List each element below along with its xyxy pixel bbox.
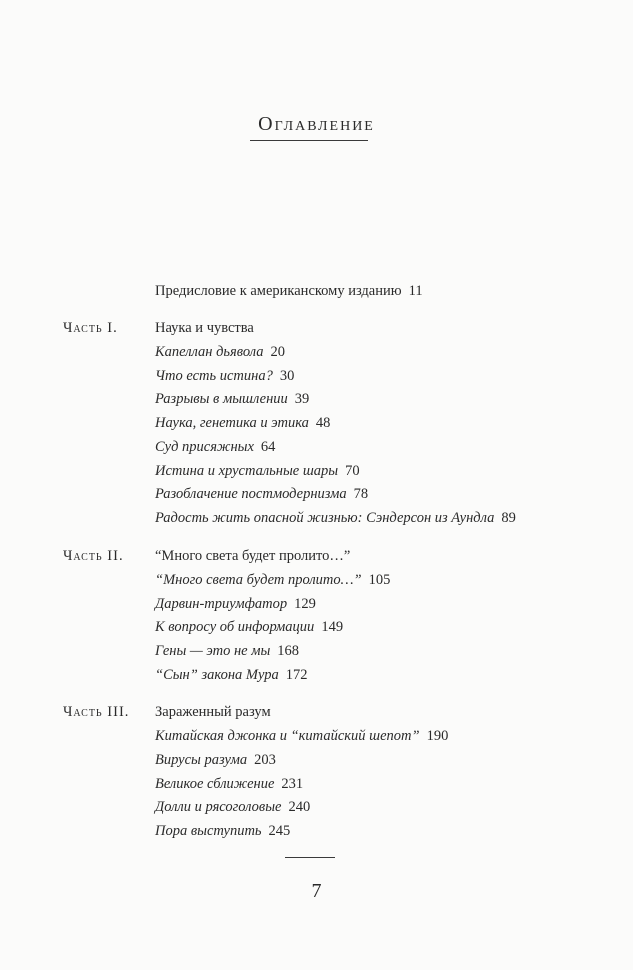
toc-chapter[interactable] <box>155 343 285 361</box>
toc-entry-page: 89 <box>501 510 516 526</box>
toc-entry-title: Пора выступить <box>155 823 262 839</box>
toc-entry-title: Вирусы разума <box>155 752 248 768</box>
toc-entry-page: 203 <box>254 752 276 768</box>
title-underline <box>250 140 368 141</box>
toc-entry-page: 39 <box>294 391 310 407</box>
page-title: Оглавление <box>258 113 375 135</box>
toc-entry-title: Что есть истина? <box>155 368 273 384</box>
toc-entry-title: Истина и хрустальные шары <box>155 463 339 479</box>
toc-entry-title: Разоблачение постмодернизма <box>155 486 347 502</box>
toc-entry-page: 78 <box>353 486 369 502</box>
toc-chapter[interactable] <box>155 462 360 480</box>
toc-entry-title: Долли и рясоголовые <box>155 799 282 815</box>
footer-rule <box>285 857 335 858</box>
toc-entry-title: Разрывы в мышлении <box>155 391 288 407</box>
toc-entry-title: Капеллан дьявола <box>155 344 264 360</box>
toc-entry-page: 70 <box>345 463 360 479</box>
toc-entry-title: Наука, генетика и этика <box>155 415 309 431</box>
toc-entry-title: “Сын” закона Мура <box>155 667 279 683</box>
toc-entry-title: К вопросу об информации <box>155 619 315 635</box>
toc-entry-title: Суд присяжных <box>155 439 254 455</box>
toc-chapter[interactable] <box>155 666 307 684</box>
toc-entry-page: 48 <box>315 415 331 431</box>
part-label: Часть III. <box>63 704 130 720</box>
toc-chapter[interactable] <box>155 367 294 385</box>
toc-entry-page: 168 <box>277 643 300 659</box>
toc-entry-page: 20 <box>270 344 286 360</box>
part-label: Часть I. <box>63 320 118 336</box>
toc-chapter[interactable] <box>155 798 310 816</box>
toc-entry-page: 30 <box>279 368 295 384</box>
toc-entry-page: 172 <box>285 667 308 683</box>
toc-chapter[interactable] <box>155 595 316 613</box>
toc-entry-title: Радость жить опасной жизнью: Сэндерсон из Аундла <box>155 510 495 526</box>
toc-chapter[interactable] <box>155 618 343 636</box>
toc-entry-page: 105 <box>368 572 391 588</box>
part-title[interactable]: Зараженный разум <box>155 704 271 720</box>
toc-entry-title: Дарвин-триумфатор <box>155 596 288 612</box>
toc-entry-title: Предисловие к американскому изданию <box>155 283 402 299</box>
toc-chapter[interactable] <box>155 485 368 503</box>
toc-chapter[interactable] <box>155 751 276 769</box>
toc-chapter[interactable] <box>155 822 290 840</box>
toc-entry-page: 245 <box>268 823 291 839</box>
part-title[interactable]: Наука и чувства <box>155 320 254 336</box>
part-title[interactable]: “Много света будет пролито…” <box>155 548 351 564</box>
toc-chapter[interactable] <box>155 438 275 456</box>
part-label: Часть II. <box>63 548 124 564</box>
toc-entry-title: Великое сближение <box>155 776 275 792</box>
toc-chapter[interactable] <box>155 727 448 745</box>
toc-entry-page: 11 <box>408 283 423 299</box>
toc-chapter[interactable] <box>155 775 303 793</box>
toc-entry-title: “Много света будет пролито…” <box>155 572 362 588</box>
toc-chapter[interactable] <box>155 642 299 660</box>
page-number: 7 <box>311 880 322 902</box>
toc-chapter[interactable] <box>155 509 516 527</box>
toc-entry-page: 240 <box>288 799 311 815</box>
toc-entry-title: Гены — это не мы <box>155 643 271 659</box>
toc-entry-page: 64 <box>260 439 276 455</box>
toc-chapter[interactable] <box>155 390 309 408</box>
toc-chapter[interactable] <box>155 571 390 589</box>
toc-entry-page: 129 <box>294 596 316 612</box>
toc-entry-title: Китайская джонка и “китайский шепот” <box>155 728 420 744</box>
toc-entry-page: 149 <box>321 619 344 635</box>
toc-entry-preface[interactable] <box>155 282 423 300</box>
toc-chapter[interactable] <box>155 414 330 432</box>
toc-entry-page: 231 <box>281 776 304 792</box>
toc-entry-page: 190 <box>426 728 449 744</box>
